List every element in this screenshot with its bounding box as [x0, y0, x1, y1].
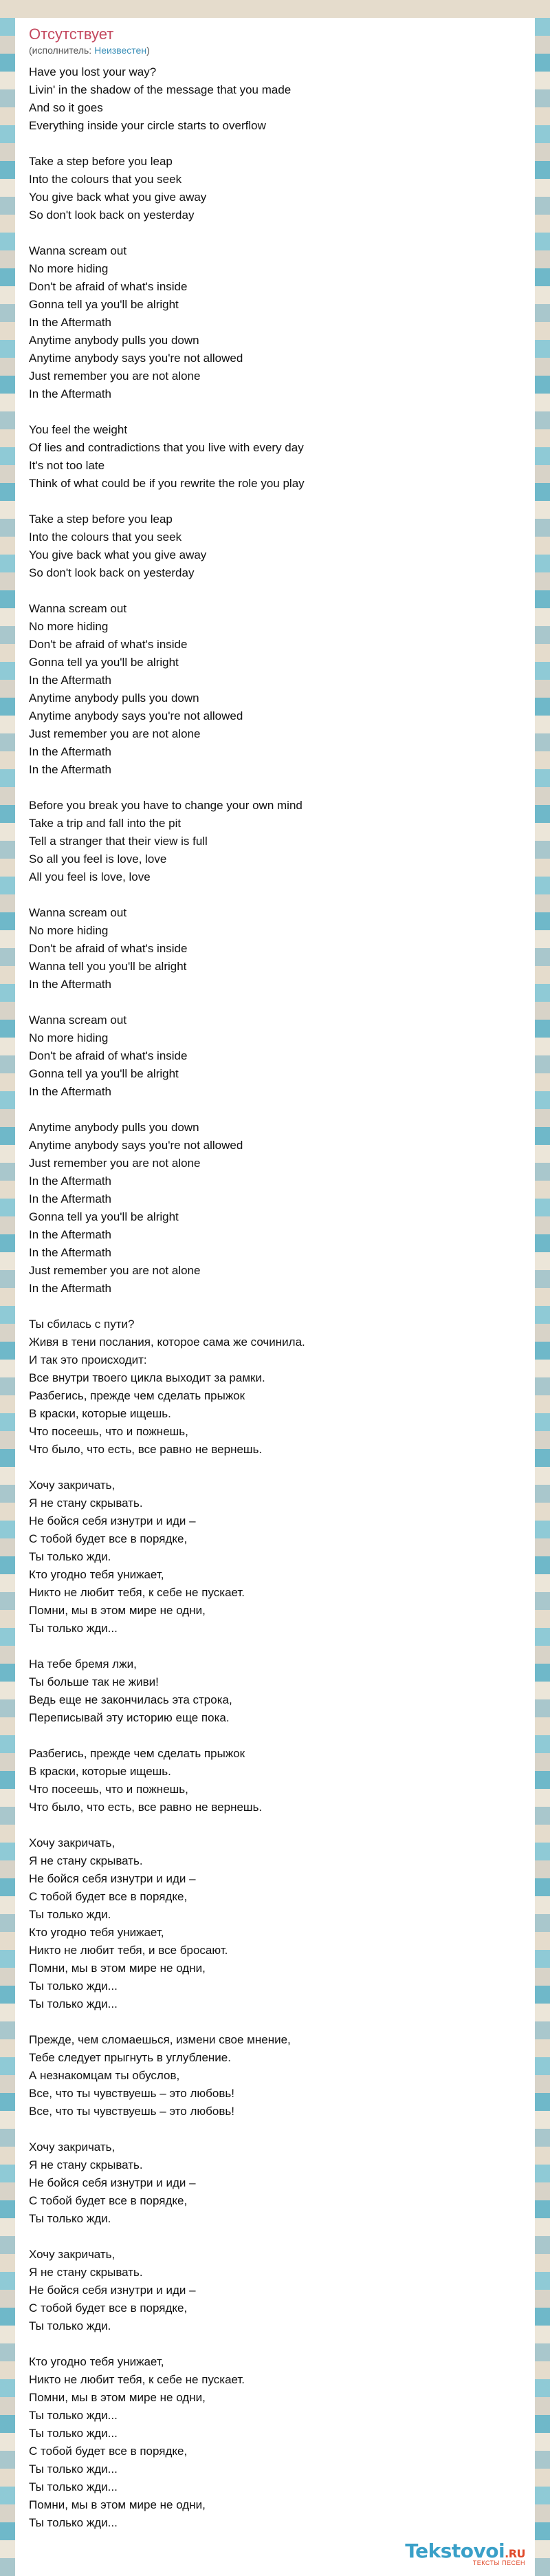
lyrics-line: Ты только жди...: [29, 2409, 118, 2422]
lyrics-line: С тобой будет все в порядке,: [29, 1890, 188, 1903]
lyrics-line: Все, что ты чувствуешь – это любовь!: [29, 2087, 234, 2100]
lyrics-line: Gonna tell ya you'll be alright: [29, 1210, 179, 1223]
lyrics-line: Хочу закричать,: [29, 2248, 116, 2261]
lyrics-line: Gonna tell ya you'll be alright: [29, 298, 179, 311]
song-title: Отсутствует: [29, 25, 114, 43]
lyrics-line: Ты только жди...: [29, 2480, 118, 2493]
lyrics-line: Не бойся себя изнутри и иди –: [29, 1514, 196, 1527]
lyrics-line: Переписывай эту историю еще пока.: [29, 1711, 230, 1724]
lyrics-line: You feel the weight: [29, 423, 128, 436]
lyrics-line: Anytime anybody pulls you down: [29, 334, 199, 347]
lyrics-stanza: [29, 511, 535, 582]
performer-suffix: ): [146, 45, 150, 56]
lyrics-line: Тебе следует прыгнуть в углубление.: [29, 2051, 231, 2064]
lyrics-line: Of lies and contradictions that you live with every day: [29, 441, 304, 454]
logo-name: Tekstovoi: [405, 2540, 505, 2562]
lyrics-line: Think of what could be if you rewrite the role you play: [29, 477, 305, 490]
lyrics-line: No more hiding: [29, 924, 109, 937]
lyrics-line: Ты только жди...: [29, 2516, 118, 2529]
lyrics-line: Livin' in the shadow of the message that you made: [29, 83, 292, 96]
lyrics-line: Anytime anybody says you're not allowed: [29, 709, 243, 722]
lyrics-stanza: [29, 153, 535, 224]
lyrics-line: Don't be afraid of what's inside: [29, 942, 188, 955]
lyrics-line: No more hiding: [29, 1031, 109, 1044]
lyrics-line: Wanna scream out: [29, 244, 127, 257]
lyrics-line: Кто угодно тебя унижает,: [29, 1926, 164, 1939]
lyrics-line: Don't be afraid of what's inside: [29, 1049, 188, 1062]
lyrics-line: Помни, мы в этом мире не одни,: [29, 1962, 206, 1975]
lyrics-line: Все, что ты чувствуешь – это любовь!: [29, 2105, 234, 2118]
lyrics-stanza: [29, 904, 535, 994]
lyrics-line: Никто не любит тебя, к себе не пускает.: [29, 1586, 245, 1599]
lyrics-line: Just remember you are not alone: [29, 1264, 201, 1277]
lyrics-line: Ты только жди.: [29, 2319, 111, 2332]
lyrics-line: Anytime anybody pulls you down: [29, 1121, 199, 1134]
lyrics-line: In the Aftermath: [29, 1228, 112, 1241]
lyrics-stanza: [29, 2246, 535, 2335]
lyrics-line: Все внутри твоего цикла выходит за рамки.: [29, 1371, 265, 1384]
lyrics-line: In the Aftermath: [29, 745, 112, 758]
lyrics-line: Into the colours that you seek: [29, 530, 182, 544]
lyrics-line: Помни, мы в этом мире не одни,: [29, 2391, 206, 2404]
lyrics-line: Wanna scream out: [29, 1013, 127, 1027]
lyrics-line: Have you lost your way?: [29, 65, 157, 78]
lyrics-line: Помни, мы в этом мире не одни,: [29, 1604, 206, 1617]
lyrics-line: Кто угодно тебя унижает,: [29, 2355, 164, 2368]
lyrics-line: So all you feel is love, love: [29, 852, 167, 866]
lyrics-line: Живя в тени послания, которое сама же сочинила.: [29, 1335, 305, 1349]
lyrics-stanza: [29, 1834, 535, 2013]
lyrics-line: In the Aftermath: [29, 978, 112, 991]
lyrics-line: In the Aftermath: [29, 1174, 112, 1188]
lyrics-line: Into the colours that you seek: [29, 173, 182, 186]
lyrics-line: In the Aftermath: [29, 1192, 112, 1205]
logo-suffix: .RU: [505, 2547, 525, 2560]
lyrics-line: In the Aftermath: [29, 1246, 112, 1259]
lyrics-line: In the Aftermath: [29, 387, 112, 400]
lyrics-line: So don't look back on yesterday: [29, 566, 195, 579]
lyrics-line: Что было, что есть, все равно не вернешь.: [29, 1801, 263, 1814]
lyrics-line: Ты сбилась с пути?: [29, 1318, 135, 1331]
lyrics-line: Take a step before you leap: [29, 155, 173, 168]
lyrics-line: В краски, которые ищешь.: [29, 1765, 171, 1778]
lyrics-stanza: [29, 63, 535, 135]
lyrics-line: Разбегись, прежде чем сделать прыжок: [29, 1389, 245, 1402]
lyrics-line: Я не стану скрывать.: [29, 2266, 143, 2279]
lyrics-stanza: [29, 797, 535, 886]
lyrics-stanza: [29, 2138, 535, 2228]
lyrics-line: С тобой будет все в порядке,: [29, 1532, 188, 1545]
lyrics-line: Just remember you are not alone: [29, 727, 201, 740]
lyrics-line: So don't look back on yesterday: [29, 208, 195, 222]
lyrics-line: В краски, которые ищешь.: [29, 1407, 171, 1420]
lyrics-line: In the Aftermath: [29, 1282, 112, 1295]
lyrics-line: Я не стану скрывать.: [29, 2158, 143, 2171]
lyrics-line: Хочу закричать,: [29, 2140, 116, 2154]
site-logo[interactable]: [405, 2540, 525, 2566]
lyrics-line: Что посеешь, что и пожнешь,: [29, 1425, 188, 1438]
lyrics-line: Хочу закричать,: [29, 1479, 116, 1492]
lyrics-line: Ты больше так не живи!: [29, 1675, 159, 1688]
lyrics-line: Ты только жди.: [29, 1908, 111, 1921]
lyrics-line: Ты только жди...: [29, 2462, 118, 2476]
lyrics-line: И так это происходит:: [29, 1353, 147, 1366]
lyrics-line: In the Aftermath: [29, 316, 112, 329]
lyrics-line: Я не стану скрывать.: [29, 1854, 143, 1867]
lyrics-line: And so it goes: [29, 101, 103, 114]
lyrics-line: Кто угодно тебя унижает,: [29, 1568, 164, 1581]
lyrics-line: Ты только жди...: [29, 1997, 118, 2010]
lyrics-line: All you feel is love, love: [29, 870, 151, 883]
lyrics-line: Wanna tell you you'll be alright: [29, 960, 187, 973]
lyrics-line: Никто не любит тебя, и все бросают.: [29, 1944, 228, 1957]
lyrics-line: Everything inside your circle starts to overflow: [29, 119, 266, 132]
lyrics-line: Прежде, чем сломаешься, измени свое мнение,: [29, 2033, 291, 2046]
lyrics-line: С тобой будет все в порядке,: [29, 2445, 188, 2458]
lyrics-page: [15, 18, 535, 2576]
performer-link[interactable]: Неизвестен: [94, 45, 147, 56]
lyrics-line: Anytime anybody pulls you down: [29, 691, 199, 705]
lyrics-line: Разбегись, прежде чем сделать прыжок: [29, 1747, 245, 1760]
lyrics-line: Anytime anybody says you're not allowed: [29, 352, 243, 365]
lyrics-line: Just remember you are not alone: [29, 1157, 201, 1170]
lyrics-text: [29, 63, 535, 2532]
lyrics-stanza: [29, 1477, 535, 1638]
lyrics-stanza: [29, 1655, 535, 1727]
lyrics-stanza: [29, 1745, 535, 1816]
lyrics-line: Хочу закричать,: [29, 1836, 116, 1849]
logo-tagline: ТЕКСТЫ ПЕСЕН: [472, 2559, 525, 2566]
lyrics-line: Помни, мы в этом мире не одни,: [29, 2498, 206, 2511]
lyrics-line: Take a step before you leap: [29, 513, 173, 526]
performer-prefix: (исполнитель:: [29, 45, 95, 56]
lyrics-line: In the Aftermath: [29, 1085, 112, 1098]
lyrics-stanza: [29, 1011, 535, 1101]
lyrics-line: You give back what you give away: [29, 548, 207, 561]
lyrics-line: In the Aftermath: [29, 763, 112, 776]
lyrics-stanza: [29, 421, 535, 493]
lyrics-stanza: [29, 600, 535, 779]
lyrics-line: Ты только жди...: [29, 2427, 118, 2440]
lyrics-line: С тобой будет все в порядке,: [29, 2301, 188, 2315]
lyrics-stanza: [29, 2031, 535, 2121]
lyrics-stanza: [29, 242, 535, 403]
lyrics-line: С тобой будет все в порядке,: [29, 2194, 188, 2207]
lyrics-line: Не бойся себя изнутри и иди –: [29, 2284, 196, 2297]
lyrics-line: No more hiding: [29, 262, 109, 275]
lyrics-stanza: [29, 1119, 535, 1298]
lyrics-line: Ты только жди...: [29, 1622, 118, 1635]
lyrics-line: It's not too late: [29, 459, 105, 472]
lyrics-line: Tell a stranger that their view is full: [29, 835, 208, 848]
lyrics-line: Wanna scream out: [29, 602, 127, 615]
lyrics-line: Take a trip and fall into the pit: [29, 817, 182, 830]
lyrics-line: Никто не любит тебя, к себе не пускает.: [29, 2373, 245, 2386]
lyrics-line: Anytime anybody says you're not allowed: [29, 1139, 243, 1152]
lyrics-line: Before you break you have to change your own mind: [29, 799, 302, 812]
lyrics-line: Ты только жди.: [29, 2212, 111, 2225]
lyrics-line: You give back what you give away: [29, 191, 207, 204]
lyrics-line: Что посеешь, что и пожнешь,: [29, 1783, 188, 1796]
lyrics-line: Gonna tell ya you'll be alright: [29, 1067, 179, 1080]
lyrics-line: Не бойся себя изнутри и иди –: [29, 1872, 196, 1885]
lyrics-line: In the Aftermath: [29, 674, 112, 687]
lyrics-line: А незнакомцам ты обуслов,: [29, 2069, 180, 2082]
lyrics-stanza: [29, 1316, 535, 1459]
lyrics-line: Just remember you are not alone: [29, 369, 201, 383]
lyrics-line: Я не стану скрывать.: [29, 1496, 143, 1510]
lyrics-line: Wanna scream out: [29, 906, 127, 919]
lyrics-line: Don't be afraid of what's inside: [29, 280, 188, 293]
performer-line: [29, 44, 535, 56]
lyrics-line: Ведь еще не закончилась эта строка,: [29, 1693, 232, 1706]
lyrics-line: Don't be afraid of what's inside: [29, 638, 188, 651]
lyrics-line: Ты только жди.: [29, 1550, 111, 1563]
lyrics-line: Что было, что есть, все равно не вернешь.: [29, 1443, 263, 1456]
lyrics-line: Ты только жди...: [29, 1979, 118, 1993]
lyrics-line: На тебе бремя лжи,: [29, 1657, 137, 1671]
lyrics-line: Не бойся себя изнутри и иди –: [29, 2176, 196, 2189]
lyrics-line: No more hiding: [29, 620, 109, 633]
lyrics-stanza: [29, 2353, 535, 2532]
lyrics-line: Gonna tell ya you'll be alright: [29, 656, 179, 669]
